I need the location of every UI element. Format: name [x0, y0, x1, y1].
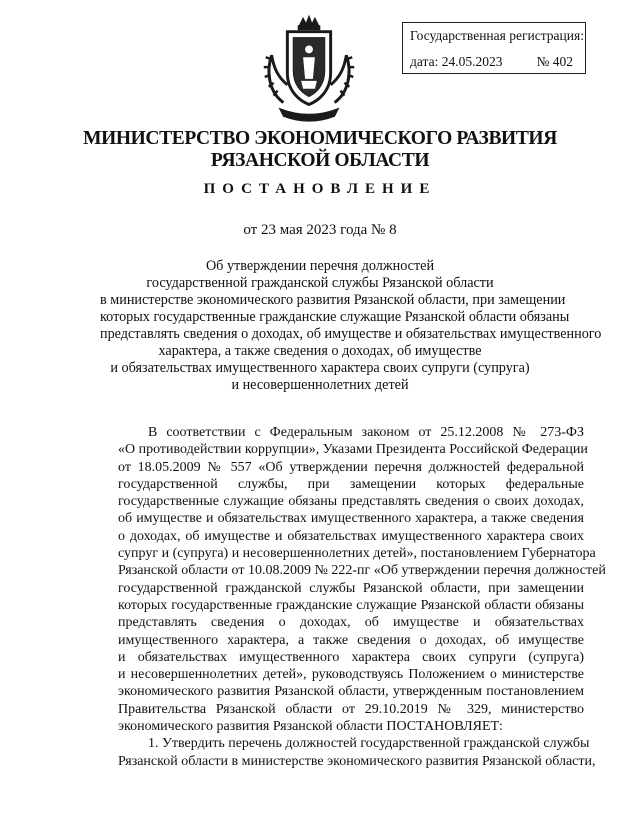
body-line: и обязательствах имущественного характера своих супруги (супруга) — [118, 649, 584, 665]
subject-line: представлять сведения о доходах, об имуществе и обязательствах имущественного — [100, 326, 602, 342]
body-line: супруг и (супруга) и несовершеннолетних детей», постановлением Губернатора — [118, 546, 596, 562]
document-date-number: от 23 мая 2023 года № 8 — [243, 222, 397, 238]
body-line: от 18.05.2009 № 557 «Об утверждении перечня должностей федеральной — [118, 459, 584, 475]
body-line: Рязанской области от 10.08.2009 № 222-пг «Об утверждении перечня должностей — [118, 563, 606, 579]
body-line: имущественного характера, а также сведения о доходах, об имуществе — [118, 632, 584, 648]
subject-line: государственной гражданской службы Рязанской области — [146, 275, 494, 291]
body-line: 1. Утвердить перечень должностей государственной гражданской службы — [148, 736, 590, 752]
registration-title: Государственная регистрация: — [410, 28, 584, 43]
subject-line: Об утверждении перечня должностей — [205, 258, 435, 274]
registration-date: дата: 24.05.2023 — [410, 54, 503, 69]
registration-number: № 402 — [536, 54, 573, 69]
ministry-name-line2: РЯЗАНСКОЙ ОБЛАСТИ — [210, 150, 430, 171]
document-type: ПОСТАНОВЛЕНИЕ — [203, 181, 437, 197]
body-line: государственные служащие обязаны представлять сведения о своих доходах, — [118, 494, 584, 510]
body-line: В соответствии с Федеральным законом от 25.12.2008 № 273-ФЗ — [148, 425, 584, 440]
body-line: о доходах, об имуществе и обязательствах имущественного характера своих — [118, 528, 584, 544]
body-line: Рязанской области в министерстве экономического развития Рязанской области, — [118, 753, 596, 769]
subject-line: и несовершеннолетних детей — [231, 377, 409, 393]
document-subject — [100, 258, 602, 394]
body-line: Правительства Рязанской области от 29.10.2019 № 329, министерство — [118, 701, 584, 717]
registration-stamp — [402, 22, 586, 74]
document-body — [118, 424, 606, 770]
ministry-name — [0, 128, 640, 172]
body-line: государственной гражданской службы Рязанской области, при замещении — [118, 580, 584, 596]
body-line: представлять сведения о доходах, об имуществе и обязательствах — [118, 615, 584, 631]
body-line: экономического развития Рязанской области, утвержденным постановлением — [118, 684, 584, 700]
subject-line: которых государственные гражданские служащие Рязанской области обязаны — [100, 309, 570, 325]
subject-line: и обязательствах имущественного характера своих супруги (супруга) — [110, 360, 530, 376]
subject-line: характера, а также сведения о доходах, об имуществе — [158, 343, 482, 359]
coat-of-arms-emblem — [250, 14, 368, 132]
body-line: об имуществе и обязательствах имущественного характера, а также сведения — [118, 511, 584, 527]
body-line: экономического развития Рязанской области ПОСТАНОВЛЯЕТ: — [118, 719, 503, 735]
subject-line: в министерстве экономического развития Рязанской области, при замещении — [100, 292, 566, 308]
body-line: которых государственные гражданские служащие Рязанской области обязаны — [118, 597, 584, 613]
body-line: «О противодействии коррупции», Указами Президента Российской Федерации — [118, 442, 588, 458]
body-line: государственной службы, при замещении которых федеральные — [118, 476, 584, 492]
body-line: и несовершеннолетних детей», руководствуясь Положением о министерстве — [118, 667, 584, 683]
ministry-name-line1: МИНИСТЕРСТВО ЭКОНОМИЧЕСКОГО РАЗВИТИЯ — [83, 128, 557, 149]
